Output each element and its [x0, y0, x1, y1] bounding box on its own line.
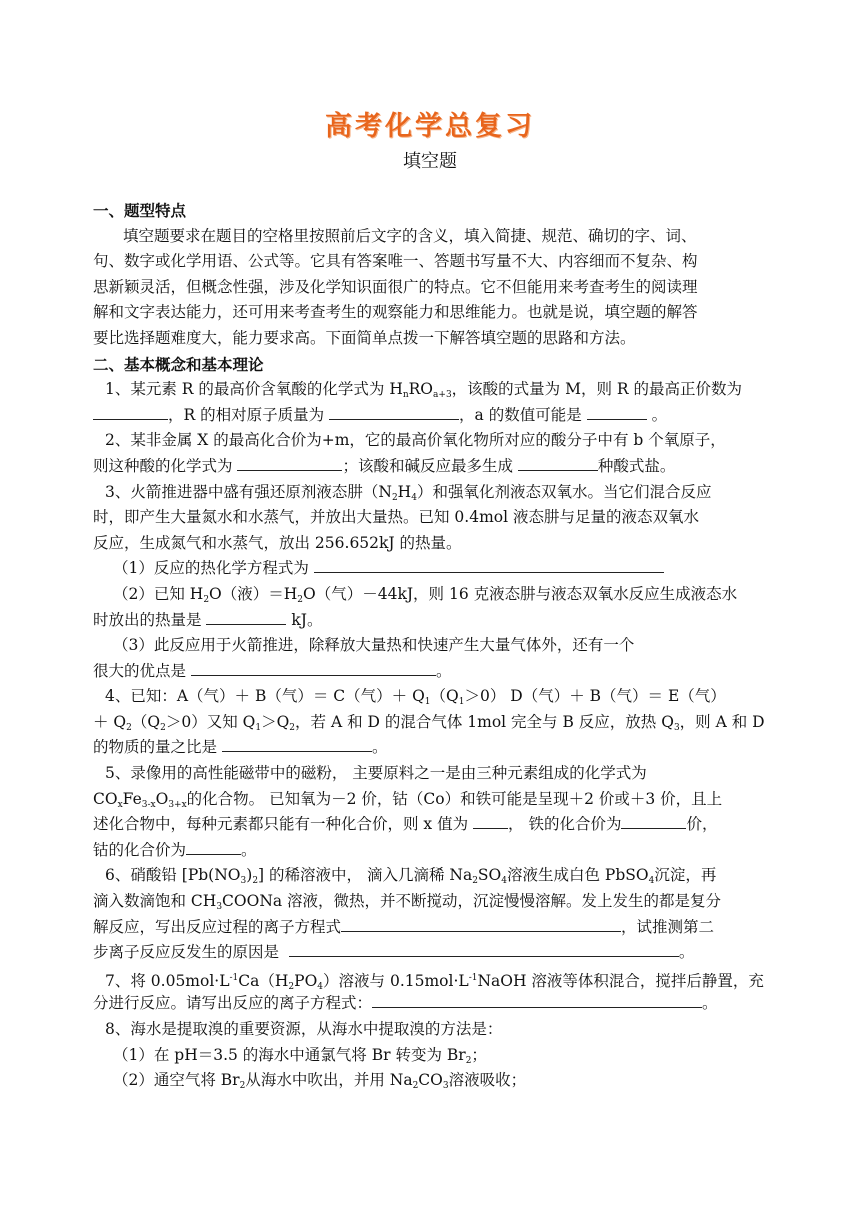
- document-title: 高考化学总复习: [325, 111, 535, 142]
- question-3-part-2: [93, 608, 773, 634]
- answer-blank[interactable]: [237, 455, 342, 471]
- subscript: 1: [458, 697, 465, 708]
- subscript: 2: [289, 722, 296, 733]
- question-8-line: 8、海水是提取溴的重要资源，从海水中提取溴的方法是：: [105, 1020, 503, 1038]
- text: ＞0）又知 Q: [165, 712, 256, 731]
- document-subtitle: 填空题: [403, 151, 457, 172]
- answer-blank[interactable]: [93, 404, 168, 420]
- question-8-part-2: [93, 1068, 773, 1094]
- text: COONa 溶液，微热，并不断搅动，沉淀慢慢溶解。发上发生的都是复分: [222, 892, 722, 911]
- text: ）溶液与 0.15mol·L: [323, 971, 469, 990]
- section-heading-question-type: 一、题型特点: [93, 201, 187, 220]
- answer-blank[interactable]: [314, 557, 664, 573]
- question-3-line: 反应，生成氮气和水蒸气，放出 256.652kJ 的热量。: [93, 533, 462, 552]
- text: 。: [702, 994, 718, 1013]
- answer-blank[interactable]: [289, 941, 679, 957]
- question-6-line: [93, 915, 773, 941]
- question-2-line: [93, 454, 773, 480]
- subscript: 4: [411, 492, 417, 503]
- paragraph-line: 解和文字表达能力，还可用来考查考生的观察能力和思维能力。也就是说，填空题的解答: [93, 303, 698, 322]
- text: 钴的化合价为: [93, 840, 187, 859]
- text: O: [155, 789, 169, 808]
- question-4-line: [93, 710, 773, 736]
- subscript: 1: [255, 722, 262, 733]
- section-heading-basic-concepts: 二、基本概念和基本理论: [93, 354, 264, 374]
- answer-blank[interactable]: [473, 813, 508, 829]
- question-3-line: [93, 480, 773, 506]
- text: 从海水中吹出，并用 Na: [245, 1071, 413, 1090]
- subscript: 4: [501, 876, 507, 887]
- answer-blank[interactable]: [329, 404, 459, 420]
- question-3-line: 时，即产生大量氮水和水蒸气，并放出大量热。已知 0.4mol 液态肼与足量的液态双氧水: [93, 508, 699, 527]
- answer-blank[interactable]: [206, 609, 286, 625]
- text: RO: [408, 380, 434, 399]
- answer-blank[interactable]: [372, 992, 702, 1008]
- text: （1）在 pH＝3.5 的海水中通氯气将 Br 转变为 Br: [113, 1045, 466, 1064]
- text: NaOH 溶液等体积混合，搅拌后静置，充: [477, 971, 764, 990]
- text: 分进行反应。请写出反应的离子方程式：: [93, 994, 373, 1013]
- question-6-line: [93, 940, 773, 966]
- text: ，a 的数值可能是: [459, 405, 582, 424]
- text: 的物质的量之比是: [93, 738, 218, 757]
- text: Fe: [122, 789, 142, 808]
- text: ＞0） D（气）＋ B（气）＝ E（气）: [464, 687, 726, 706]
- subscript: 2: [203, 594, 210, 605]
- text: ] 的稀溶液中， 滴入几滴稀 Na: [258, 866, 473, 885]
- text: kJ。: [291, 610, 323, 629]
- text: 价，: [686, 815, 718, 834]
- text: 的化合物。 已知氧为－2 价，钴（Co）和铁可能是呈现＋2 价或＋3 价，且上: [186, 789, 723, 808]
- question-2-line: 2、某非金属 X 的最高化合价为+m，它的最高价氧化物所对应的酸分子中有 b 个氧原子，: [105, 431, 726, 450]
- text: 。: [371, 738, 388, 757]
- text: （2）已知 H: [113, 584, 204, 603]
- text: 步离子反应反发生的原因是: [93, 943, 280, 962]
- text: （1）反应的热化学方程式为: [113, 559, 309, 578]
- question-4-line: [93, 735, 773, 761]
- text: Ca（H: [238, 971, 289, 990]
- text: 述化合物中，每种元素都只能有一种化合价，则 x 值为: [93, 815, 469, 834]
- question-3-part-3: （3）此反应用于火箭推进，除释放大量热和快速产生大量气体外，还有一个: [113, 636, 635, 655]
- question-5-line: [93, 787, 773, 813]
- text: O（气）－44kJ，则 16 克液态肼与液态双氧水反应生成液态水: [303, 584, 738, 603]
- text: 种酸式盐。: [597, 456, 676, 475]
- subscript: 3: [240, 876, 247, 887]
- text: 时放出的热量是: [93, 610, 202, 629]
- subscript: 3+x: [168, 799, 187, 810]
- paragraph-line: 填空题要求在题目的空格里按照前后文字的含义，填入简捷、规范、确切的字、词、: [123, 226, 697, 245]
- subscript: 1: [424, 697, 431, 708]
- text: ，若 A 和 D 的混合气体 1mol 完全与 B 反应，放热 Q: [295, 712, 674, 731]
- subscript: 2: [288, 981, 295, 992]
- paragraph-line: 要比选择题难度大，能力要求高。下面简单点拨一下解答填空题的思路和方法。: [93, 328, 636, 347]
- text: 。: [678, 943, 695, 962]
- text: ， 铁的化合价为: [508, 815, 622, 834]
- text: 滴入数滴饱和 CH: [93, 892, 217, 911]
- question-4-line: [93, 684, 773, 710]
- subscript: 2: [412, 1081, 419, 1092]
- subscript: 2: [297, 594, 304, 605]
- text: ＞Q: [261, 712, 290, 731]
- text: （Q: [430, 687, 459, 706]
- answer-blank[interactable]: [587, 404, 647, 420]
- question-5-line: 5、录像用的高性能磁带中的磁粉， 主要原料之一是由三种元素组成的化学式为: [105, 764, 647, 783]
- subscript: x: [117, 799, 123, 810]
- question-6-line: [93, 889, 773, 915]
- text: 1、某元素 R 的最高价含氧酸的化学式为 H: [105, 380, 403, 399]
- subscript: 4: [317, 981, 324, 992]
- paragraph-line: 思新颖灵活，但概念性强，涉及化学知识面很广的特点。它不但能用来考查考生的阅读理: [93, 277, 698, 296]
- subscript: 4: [648, 876, 655, 887]
- text: ；该酸和碱反应最多生成: [342, 456, 513, 475]
- text: 。: [435, 661, 452, 680]
- text: SO: [477, 866, 502, 885]
- paragraph-line: 句、数字或化学用语、公式等。它具有答案唯一、答题书写量不大、内容细而不复杂、构: [93, 252, 698, 271]
- answer-blank[interactable]: [341, 916, 621, 932]
- question-7-line: [93, 966, 773, 992]
- subscript: 2: [160, 722, 166, 733]
- question-1-line: [93, 377, 773, 403]
- question-3-part-3: [93, 659, 773, 685]
- answer-blank[interactable]: [518, 455, 598, 471]
- subscript: 2: [391, 492, 398, 503]
- text: 沉淀，再: [654, 866, 717, 885]
- text: CO: [93, 789, 118, 808]
- text: 。: [241, 840, 257, 859]
- subscript: 2: [126, 722, 132, 733]
- question-3-part-1: [93, 556, 773, 582]
- question-3-part-2: [93, 582, 773, 608]
- superscript: -1: [468, 972, 478, 983]
- subscript: 3: [673, 722, 680, 733]
- subscript: 3: [216, 902, 223, 913]
- answer-blank[interactable]: [186, 839, 241, 855]
- question-1-line: [93, 403, 773, 429]
- text: ，则 A 和 D: [679, 712, 765, 731]
- text: 7、将 0.05mol·L: [105, 971, 230, 990]
- text: 6、硝酸铅 [Pb(NO: [105, 866, 241, 885]
- answer-blank[interactable]: [222, 736, 372, 752]
- answer-blank[interactable]: [191, 660, 436, 676]
- subscript: n: [402, 390, 409, 401]
- text: 溶液生成白色 PbSO: [506, 866, 649, 885]
- subscript: a+3: [433, 390, 452, 401]
- question-5-line: [93, 812, 773, 838]
- subscript: 2: [252, 876, 259, 887]
- text: 解反应，写出反应过程的离子方程式: [93, 917, 342, 936]
- text: 3、火箭推进器中盛有强还原剂液态肼（N: [105, 482, 392, 501]
- text: ）和强氧化剂液态双氧水。当它们混合反应: [416, 482, 712, 501]
- subscript: 3-x: [141, 799, 156, 810]
- text: H: [397, 482, 412, 501]
- question-8-part-1: [93, 1043, 773, 1069]
- subscript: 2: [239, 1081, 246, 1092]
- text: ): [246, 866, 253, 885]
- superscript: -1: [229, 972, 239, 983]
- text: ，试推测第二: [621, 917, 715, 936]
- question-7-line: [93, 991, 773, 1017]
- text: ，R 的相对原子质量为: [168, 405, 325, 424]
- text: 4、已知：A（气）＋ B（气）＝ C（气）＋ Q: [105, 687, 425, 706]
- text: 溶液吸收；: [448, 1071, 527, 1090]
- text: O（液）＝H: [209, 584, 298, 603]
- text: CO: [418, 1071, 443, 1090]
- subscript: 3: [442, 1081, 449, 1092]
- text: 很大的优点是: [93, 661, 187, 680]
- subscript: 2: [472, 876, 478, 887]
- text: 。: [651, 405, 668, 424]
- text: PO: [294, 971, 318, 990]
- subscript: 2: [465, 1055, 472, 1066]
- text: （Q: [131, 712, 161, 731]
- text: ＋ Q: [93, 712, 127, 731]
- text: （2）通空气将 Br: [113, 1071, 240, 1090]
- answer-blank[interactable]: [621, 813, 686, 829]
- text: 则这种酸的化学式为: [93, 456, 233, 475]
- question-6-line: [93, 863, 773, 889]
- text: ；: [471, 1045, 487, 1064]
- document-body: [93, 198, 773, 1094]
- text: ，该酸的式量为 M，则 R 的最高正价数为: [451, 380, 742, 399]
- question-5-line: [93, 838, 773, 864]
